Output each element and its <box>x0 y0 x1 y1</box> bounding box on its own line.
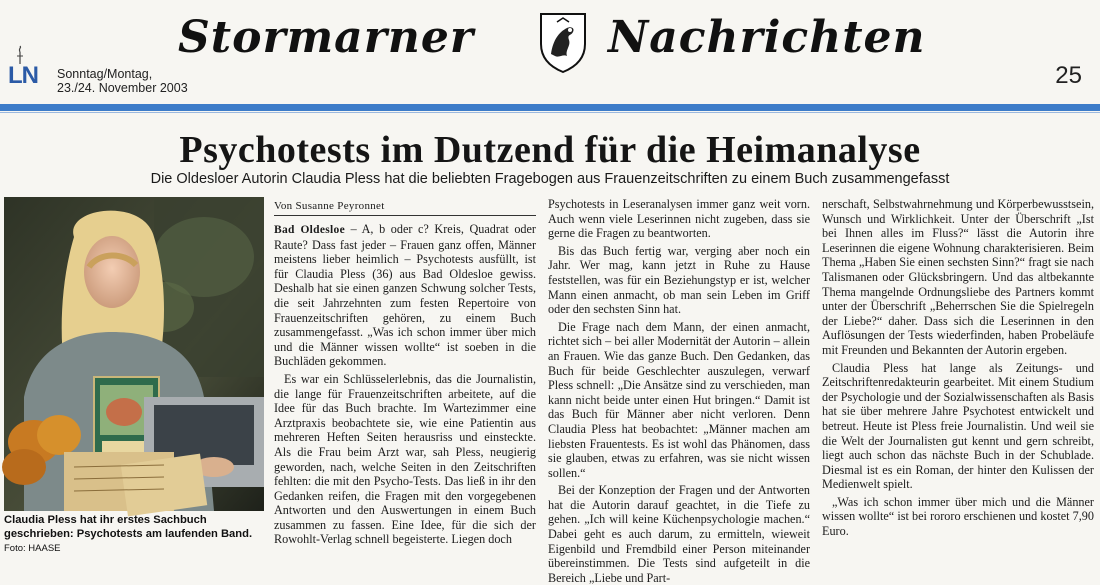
page-number: 25 <box>1055 62 1082 89</box>
masthead-rule <box>0 104 1100 111</box>
article-column-1 <box>274 222 536 547</box>
article-paragraph: „Was ich schon immer über mich und die Männer wissen wollte“ ist bei rororo erschienen und kostet 7,90 Euro. <box>822 494 1094 539</box>
article-paragraph: Claudia Pless hat lange als Zeitungs- und Zeitschriftenredakteurin gearbeitet. Mit einem Studium der Psychologie und der Sozialwissenschaften als Basis hat sie über mehrere Jahre Psychotest entwickelt und betreut. Heute ist Pless freie Journalistin. Und weil sie die Welt der Journalisten gut kennt und gern schreibt, liegt auch schon das nächste Buch in der Schublade. Diesmal ist es ein Roman, der hinter den Kulissen der Medienwelt spielt. <box>822 360 1094 492</box>
article-column-3 <box>822 197 1094 542</box>
coat-of-arms-icon <box>537 10 589 74</box>
issue-date-days: Sonntag/Montag, <box>57 67 153 81</box>
photo-credit: Foto: HAASE <box>4 543 61 554</box>
newspaper-title-part2: Nachrichten <box>608 12 926 63</box>
article-paragraph: Psychotests in Leseranalysen immer ganz weit vorn. Auch wenn viele Leserinnen nicht zugeben, dass sie gerne die Fragen zu beantworten. <box>548 197 810 241</box>
article-headline: Psychotests im Dutzend für die Heimanalyse <box>179 129 921 171</box>
article-byline: Von Susanne Peyronnet <box>274 200 385 212</box>
photo-caption-text: Claudia Pless hat ihr erstes Sachbuch geschrieben: Psychotests am laufenden Band. <box>4 514 253 540</box>
byline-rule <box>274 215 536 216</box>
article-paragraph: Bei der Konzeption der Fragen und der Antworten hat die Autorin darauf geachtet, in die Tiefe zu gehen. „Ich will keine Küchenpsychologie machen.“ Dabei geht es auch darum, zu ermitteln, wieweit Eigenbild und Fremdbild einer Person miteinander übereinstimmen. Die Tests sind aufgeteilt in die Bereich „Liebe und Part- <box>548 483 810 585</box>
newspaper-title-part1: Stormarner <box>178 12 475 63</box>
masthead-thin-rule <box>0 112 1100 113</box>
article-paragraph: Bis das Buch fertig war, verging aber noch ein Jahr. Wer mag, kann jetzt in Ruhe zu Hause feststellen, was für ein Beziehungstyp er ist, welcher Mann einen anmacht, ob man sein Leben im Griff oder den sechsten Sinn hat. <box>548 243 810 317</box>
article-paragraph: Es war ein Schlüsselerlebnis, das die Journalistin, die lange für Frauenzeitschriften arbeitete, auf die Idee für das Buch brachte. Im Wartezimmer eine Arztpraxis beobachtete sie, wie eine Patientin aus mehreren Heften Seiten herausriss und einsteckte. Als die Frau beim Arzt war, sah Pless, neugierig geworden, nach, welche Seiten in den Zeitschriften fehlten: die mit den Psycho-Tests. Das ließ in ihr den Gedanken reifen, die Fragen mit den vorgegebenen Antworten und den Auswertungen in einem Buch zusammen zu fassen. Eine Idee, für die sich der Rowohlt-Verlag schnell begeisterte. Liegen doch <box>274 371 536 547</box>
article-paragraph <box>274 222 536 369</box>
author-photo <box>4 197 264 511</box>
issue-date: 23./24. November 2003 <box>57 81 188 95</box>
article-subheadline: Die Oldesloer Autorin Claudia Pless hat die beliebten Fragebogen aus Frauenzeitschriften zu einem Buch zusammengefasst <box>150 171 950 187</box>
paragraph-text: – A, b oder c? Kreis, Quadrat oder Raute? Dass fast jeder – Frauen ganz offen, Männer meistens lieber heimlich – Psychotests ausfüllt, ist für Claudia Pless (36) aus Bad Oldesloe gewiss. Deshalb hat sie einen ganzen Schwung solcher Tests, die seit Jahrzehnten zum festen Repertoire von Frauenzeitschriften gehören, zu einem Buch zusammengefasst. „Was ich schon immer über mich und die Männer wissen wollte“ ist soeben in die Buchläden gekommen. <box>274 222 536 369</box>
newspaper-masthead <box>0 0 1100 110</box>
article-paragraph: Die Frage nach dem Mann, der einen anmacht, richtet sich – bei aller Modernität der Autorin – allein an Frauen. Wie das ganze Buch. Den Gedanken, das Buch für beide Geschlechter auszulegen, verwarf Pless schnell: „Die Ansätze sind zu verschieden, man kann nicht beide unter einen Hut bringen.“ Damit ist das Buch für Männer aber nicht verloren. Denn Claudia Pless hat beobachtet: „Männer machen am liebsten Frauentests. Es ist wohl das Phänomen, dass sie glauben, etwas zu erfahren, was sie nicht wissen sollen.“ <box>548 319 810 480</box>
article-paragraph: nerschaft, Selbstwahrnehmung und Körperbewusstsein, Wunsch und Wirklichkeit. Unter der Überschrift „Ist bei Ihnen alles im Fluss?“ lässt die Autorin ihre Leserinnen die eigene Wohnung charakterisieren. Beim Thema „Haben Sie einen sechsten Sinn?“ fragt sie nach Talismanen oder Glücksbringern. Und das altbekannte Thema mangelnde Ordnungsliebe des Partners kommt unter der Überschrift „Beherrschen Sie die Spielregeln der Liebe?“ daher. Dass sich die Leserinnen in den Auflösungen der Tests wiederfinden, haben Probeläufe mit Freunden und Bekannten der Autorin ergeben. <box>822 197 1094 357</box>
article-column-2 <box>548 197 810 585</box>
photo-caption <box>4 513 266 556</box>
ln-logo-text: LN <box>8 62 38 89</box>
dateline-place: Bad Oldesloe <box>274 224 346 236</box>
